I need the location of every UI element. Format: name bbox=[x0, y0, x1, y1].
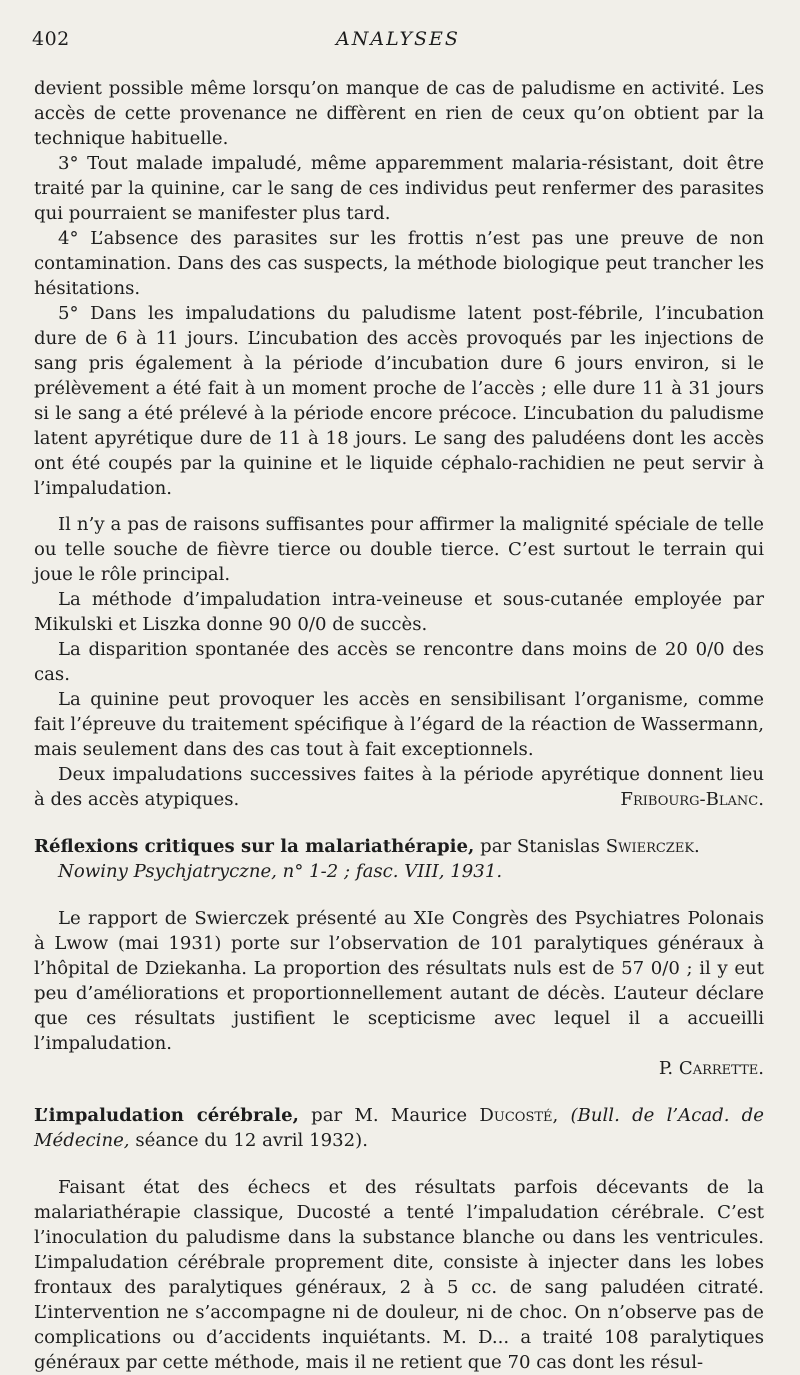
page-body bbox=[34, 76, 764, 1375]
review-heading bbox=[34, 834, 764, 859]
page-number: 402 bbox=[32, 28, 70, 50]
paragraph: 3° Tout malade impaludé, même apparemment malaria-résistant, doit être traité par la quinine, car le sang de ces individus peut renfermer des parasites qui pourraient se manifester plus tard. bbox=[34, 153, 764, 224]
reviewer-signature: Fribourg-Blanc. bbox=[620, 789, 764, 810]
paragraph: La quinine peut provoquer les accès en sensibilisant l’organisme, comme fait l’épreuve du traitement spécifique à l’égard de la réaction de Wassermann, mais seulement dans des cas tout à fait exceptionnels. bbox=[34, 689, 764, 760]
session-date: séance du 12 avril 1932). bbox=[135, 1130, 368, 1151]
paragraph: Le rapport de Swierczek présenté au XIe Congrès des Psychiatres Polonais à Lwow (mai 1931) porte sur l’observation de 101 paralytiques généraux à l’hôpital de Dziekanha. La proportion des résultats nuls est de 57 0/0 ; il y eut peu d’améliorations et proportionnellement autant de décès. L’auteur déclare que ces résultats justifient le scepticisme avec lequel il a accueilli l’impaludation. bbox=[34, 908, 764, 1054]
paragraph: La disparition spontanée des accès se rencontre dans moins de 20 0/0 des cas. bbox=[34, 639, 764, 685]
source-citation: (Bull. de l’Acad. de Médecine, bbox=[34, 1105, 764, 1151]
reviewer-signature: P. Carrette. bbox=[658, 1058, 764, 1079]
review-by: par M. Maurice bbox=[311, 1105, 468, 1126]
paragraph: La méthode d’impaludation intra-veineuse et sous-cutanée employée par Mikulski et Liszka donne 90 0/0 de succès. bbox=[34, 589, 764, 635]
paragraph: 4° L’absence des parasites sur les frottis n’est pas une preuve de non contamination. Dans des cas suspects, la méthode biologique peut trancher les hésitations. bbox=[34, 228, 764, 299]
running-title: ANALYSES bbox=[336, 28, 460, 50]
source-citation: Nowiny Psychjatryczne, n° 1-2 ; fasc. VIII, 1931. bbox=[58, 861, 503, 882]
review-source bbox=[34, 859, 764, 884]
review-author: Swierczek. bbox=[605, 836, 700, 857]
review-author: Ducosté, bbox=[479, 1105, 559, 1126]
paragraph: 5° Dans les impaludations du paludisme latent post-fébrile, l’incubation dure de 6 à 11 jours. L’incubation des accès provoqués par les injections de sang pris également à la période d’incubation dure 6 jours environ, si le prélèvement a été fait à un moment proche de l’accès ; elle dure 11 à 31 jours si le sang a été prélevé à la période encore précoce. L’incubation du paludisme latent apyrétique dure de 11 à 18 jours. Le sang des paludéens dont les accès ont été coupés par la quinine et le liquide céphalo-rachidien ne peut servir à l’impaludation. bbox=[34, 303, 764, 499]
paragraph: devient possible même lorsqu’on manque de cas de paludisme en activité. Les accès de cette provenance ne diffèrent en rien de ceux qu’on obtient par la technique habituelle. bbox=[34, 78, 764, 149]
paragraph: Faisant état des échecs et des résultats parfois décevants de la malariathérapie classique, Ducosté a tenté l’impaludation cérébrale. C’est l’inoculation du paludisme dans la substance blanche ou dans les ventricules. L’impaludation cérébrale proprement dite, consiste à injecter dans les lobes frontaux des paralytiques généraux, 2 à 5 cc. de sang paludéen citraté. L’intervention ne s’accompagne ni de douleur, ni de choc. On n’observe pas de complications ou d’accidents inquiétants. M. D... a traité 108 paralytiques généraux par cette méthode, mais il ne retient que 70 cas dont les résul- bbox=[34, 1177, 764, 1373]
review-heading bbox=[34, 1103, 764, 1153]
paragraph-text: Deux impaludations successives faites à la période apyrétique donnent lieu à des accès atypiques. bbox=[34, 764, 764, 810]
paragraph: Il n’y a pas de raisons suffisantes pour affirmer la malignité spéciale de telle ou telle souche de fièvre tierce ou double tierce. C’est surtout le terrain qui joue le rôle principal. bbox=[34, 514, 764, 585]
review-by: par Stanislas bbox=[480, 836, 600, 857]
review-title: L’impaludation cérébrale, bbox=[34, 1105, 299, 1126]
paragraph-with-signature bbox=[34, 762, 764, 812]
page-header bbox=[32, 28, 764, 56]
review-title: Réflexions critiques sur la malariathérapie, bbox=[34, 836, 475, 857]
